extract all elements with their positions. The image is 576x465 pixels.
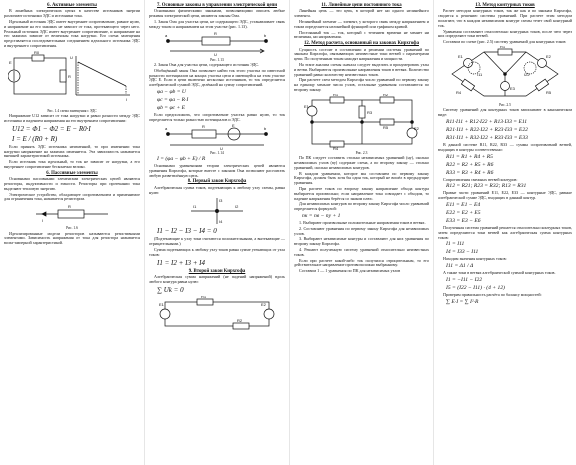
paragraph: Сопротивления смежных ветвей контуров: — [443, 176, 518, 182]
figure-caption: Рис. 2.3 — [355, 150, 368, 155]
paragraph: Основными физическими законами, позволяющими описать любые режимы электрической цепи, являются законы Ома. — [149, 8, 285, 19]
formula: I11 = Δ1 / Δ — [446, 263, 474, 270]
svg-text:I: I — [42, 218, 44, 224]
svg-text:R4: R4 — [332, 145, 338, 150]
branched-circuit-diagram — [302, 94, 422, 150]
figure-caption: Рис. 1.4 схема замещения с ЭДС — [47, 108, 97, 113]
paragraph: А также токи в ветвях алгебраической суммой контурных токов. — [443, 270, 556, 276]
svg-text:E2: E2 — [546, 53, 551, 59]
formula: φc = φa − R·I — [157, 96, 189, 103]
formula: I1 = I11 — [446, 241, 465, 248]
svg-text:a: a — [165, 125, 168, 131]
svg-text:U: U — [214, 51, 217, 57]
paragraph: Если предположить, что сопротивление участка равно нулю, то ток определяется только разностью потенциалов и ЭДС. — [149, 111, 285, 122]
paragraph: 1. Закон Ома для участка цепи, не содержащего ЭДС, устанавливает связь между током и напряжением на этом участке (рис. 1.13). — [149, 19, 285, 29]
svg-text:I11: I11 — [477, 71, 483, 77]
figure-caption: Рис. 1.13 — [210, 57, 224, 62]
formula: R11·I11 + R12·I22 + R13·I33 = E11 — [446, 118, 528, 125]
svg-text:I: I — [126, 96, 128, 102]
paragraph: Уравнения составляют относительно контурных токов, после чего через них определяют токи ветвей. — [438, 28, 572, 39]
paragraph: Проверим правильность расчёта по балансу мощностей: — [443, 291, 542, 297]
emf-section-diagram — [162, 124, 272, 150]
paragraph: 3. Выбирают независимые контуры и составляют для них уравнения по второму закону Кирхгофа. — [294, 236, 429, 247]
formula: ∑ E·I = ∑ I²·R — [446, 298, 479, 305]
source-circuit-diagram — [8, 50, 136, 108]
svg-text:R: R — [68, 204, 71, 210]
paragraph: По ПК следует составить столько независимых уравнений (ну), сколько независимых узлов (nу) содержит схема, а по второму закону — столько уравнений, сколько независимых контуров. — [294, 155, 429, 170]
contour-currents-circuit-diagram — [444, 46, 566, 102]
svg-text:R2: R2 — [237, 317, 243, 323]
svg-text:R1: R1 — [500, 45, 506, 49]
svg-text:R1: R1 — [201, 295, 207, 299]
paragraph: В данной системе R11, R22, R33 — суммы сопротивлений ветвей, входящих в контуры соответственно: — [438, 141, 572, 152]
formula: I1 = −I11 − I22 — [446, 276, 483, 283]
svg-text:R: R — [68, 73, 71, 79]
paragraph: Если принять ЭДС источника неизменной, то при изменении тока нагрузки напряжение на зажимах изменяется. Эта зависимость называется внешней характеристикой источника. — [4, 143, 140, 159]
section-6b-title: 6. Пассивные элементы — [46, 170, 98, 176]
svg-text:R2: R2 — [382, 93, 388, 97]
paragraph: Алгебраическая сумма напряжений (не падений напряжений) вдоль любого контура равна нулю: — [149, 273, 285, 284]
section-12-title: 12. Метод расчета, основанный на законах Кирхгофа — [304, 41, 419, 47]
formula: ∑ Uk = 0 — [157, 285, 184, 294]
formula: I5 = (I22 − I11) · (4 + 12) — [446, 284, 505, 291]
paragraph: Правые части уравнений E11, E22, E33 — контурные ЭДС, равные алгебраической сумме ЭДС, входящих в данный контур. — [438, 190, 572, 201]
figure-caption: Рис. 2.5 — [499, 102, 511, 107]
paragraph: 4. Решают полученную систему уравнений относительно неизвестных токов. — [294, 246, 429, 257]
svg-text:b: b — [264, 32, 267, 38]
svg-text:I22: I22 — [524, 71, 530, 77]
formula: R22 = R2 + R5 + R6 — [446, 161, 494, 168]
paragraph: 2. Составляют уравнения по первому закону Кирхгофа для независимых узлов. — [294, 225, 429, 236]
svg-text:b: b — [264, 125, 267, 131]
formula: U12 = Φ1 − Φ2 = E − R0·I — [12, 124, 91, 133]
paragraph: (Подтекающие к узлу токи считаются положительными, а вытекающие — отрицательными.) — [149, 236, 285, 247]
svg-text:a: a — [165, 32, 168, 38]
paragraph: Идеализированные модели резисторов называются резистивными элементами. Зависимость напряжения от тока для резистора называется вольт-амперной характеристикой. — [4, 230, 140, 246]
paragraph: В линейных электрических цепях в качестве источников энергии различают источники ЭДС и источники тока. — [4, 8, 140, 19]
column-1 — [0, 0, 145, 465]
paragraph: Если источник тока идеальный, то ток не зависит от нагрузки, а его внутреннее сопротивление бесконечно велико. — [4, 159, 140, 169]
paragraph: Полученная система уравнений решается относительно контурных токов, затем определяются токи ветвей как алгебраическая сумма контурных токов: — [438, 224, 572, 240]
svg-text:R: R — [214, 30, 217, 36]
formula: R12 = R21; R23 = R32; R13 = R31 — [446, 183, 527, 190]
paragraph: Алгебраическая сумма токов, подтекающих к любому узлу схемы, равна нулю: — [149, 184, 285, 195]
svg-text:E3: E3 — [510, 85, 515, 91]
paragraph: Постоянный ток — ток, который с течением времени не меняет ни величины, ни направления. — [294, 29, 429, 40]
formula: nк = nв − nу + 1 — [302, 212, 341, 219]
formula: φb = φc + E — [157, 104, 186, 111]
paragraph: На этапе анализа схемы сначала следует выделить и пронумеровать узлы и ветви. Выбираются произвольные направления токов в ветвях. Количество уравнений равно количеству неизвестных токов. — [294, 61, 429, 77]
formula: φa − φb = U — [157, 88, 186, 95]
paragraph: При расчете токов по второму закону направление обхода контура выбирается произвольно; если направление тока совпадает с обходом, то падение напряжения берётся со знаком плюс. — [294, 185, 429, 201]
paragraph: Сумма подтекающих к любому узлу токов равна сумме утекающих от узла токов: — [149, 246, 285, 257]
paragraph: 1. Выбирают произвольные положительные направления токов в ветвях. — [299, 219, 426, 225]
svg-text:E2: E2 — [261, 301, 266, 307]
paragraph: Идеальный источник ЭДС имеет внутреннее сопротивление, равное нулю, и напряжение на его зажимах не зависит от тока, протекающего через него. Реальный источник ЭДС имеет внутреннее сопротивление, и напряжение на его зажимах зависит от величины тока нагрузки. Его схема замещения представляется последовательным соединением идеального источника ЭДС и внутреннего сопротивления. — [4, 19, 140, 48]
paragraph: Составим 1 — 1 уравнения по ПК для независимых узлов — [299, 268, 401, 274]
section-9-title: 9. Второй закон Кирхгофа — [188, 268, 246, 274]
formula: I = E / (R0 + R) — [12, 134, 58, 143]
figure-caption: Рис. 1.14 — [210, 150, 224, 155]
section-7-title: 7. Основные законы в управлении электрической цепи — [156, 3, 278, 8]
paragraph: В каждом уравнении, которое мы составляем по первому закону Кирхгофа, должен быть хотя бы один ток, который не вошёл в предыдущие уравнения. — [294, 170, 429, 186]
svg-text:E1: E1 — [458, 53, 463, 59]
paragraph: Напряжение U12 зависит от тока нагрузки и равно разности между ЭДС источника и падением напряжения на его внутреннем сопротивлении: — [4, 113, 140, 123]
svg-text:R: R — [202, 123, 205, 129]
svg-text:E1: E1 — [159, 301, 164, 307]
svg-text:E1: E1 — [303, 103, 309, 109]
svg-text:R4: R4 — [456, 89, 462, 95]
formula: I4 = I33 − I11 — [446, 249, 479, 256]
paragraph: При расчете схем методом Кирхгофа число уравнений по первому закону на единицу меньше числа узлов, остальные уравнения составляются по второму закону. — [294, 77, 429, 92]
formula: R33 = R3 + R4 + R6 — [446, 169, 494, 176]
paragraph: Сущность состоит в составлении и решении системы уравнений по законам Кирхгофа, связывающих неизвестные токи ветвей с параметрами цепи. По полученным токам находят напряжения и мощности. — [294, 46, 429, 62]
formula: I1 − I2 − I3 − I4 = 0 — [157, 227, 217, 236]
formula: E22 = E2 + E5 — [446, 209, 481, 216]
column-2 — [145, 0, 290, 465]
column-3 — [290, 0, 434, 465]
resistor-symbol — [32, 203, 112, 225]
formula: E11 = E1 − E4 — [446, 201, 481, 208]
section-8-title: 8. Первый закон Кирхгофа — [187, 179, 247, 185]
svg-text:R3: R3 — [366, 109, 372, 115]
column-4 — [434, 0, 576, 465]
formula: R21·I11 + R22·I22 + R23·I33 = E22 — [446, 126, 528, 133]
section-13-title: 13. Метод контурных токов — [475, 3, 535, 8]
paragraph: Расчет методом контурных токов, так же как и по законам Кирхгофа, сводится к решению системы уравнений. При расчете этим методом полагают, что в каждом независимом контуре схемы течет свой контурный ток. — [438, 8, 572, 28]
paragraph: Составим по схеме (рис. 2.5) систему уравнений для контурных токов: — [443, 39, 567, 45]
paragraph: Нелинейный элемент — элемент, у которого связь между напряжением и током определяется нелинейной функцией или графиком кривой. — [294, 19, 429, 29]
paragraph: Основными уравнениями теории электрических цепей являются уравнения Кирхгофа, которые вместе с законом Ома позволяют рассчитать любую разветвлённую цепь. — [149, 162, 285, 178]
formula: R31·I11 + R32·I22 + R33·I33 = E33 — [446, 134, 528, 141]
paragraph: Для независимых контуров по второму закону Кирхгофа число уравнений определяется формулой: — [294, 201, 429, 212]
paragraph: Электрическое устройство, обладающее сопротивлением и применяемое для ограничения тока, называется резистором. — [4, 191, 140, 202]
node-currents-diagram — [187, 196, 247, 226]
paragraph: Систему уравнений для контурных токов записывают в каноническом виде: — [438, 107, 572, 118]
paragraph: Обобщённый закон Ома позволяет найти ток этого участка по известной разности потенциалов на концах участка цепи и имеющейся на этом участке ЭДС Е. Если в цепи включено несколько источников, то ток определяется алгебраической суммой ЭДС, делённой на сумму сопротивлений. — [149, 67, 285, 88]
svg-text:R0: R0 — [34, 49, 40, 55]
paragraph: 2. Закон Ома для участка цепи, содержащего источник ЭДС. — [154, 62, 260, 67]
kirchhoff-contour-diagram — [157, 296, 277, 330]
svg-text:U: U — [220, 145, 223, 150]
formula: I = (φa − φb + E) / R — [157, 155, 206, 162]
svg-text:R5: R5 — [382, 124, 388, 130]
svg-text:E: E — [9, 59, 12, 65]
svg-text:I1: I1 — [193, 204, 197, 210]
svg-text:E: E — [232, 123, 235, 128]
figure-caption: Рис. 1.6 — [66, 226, 78, 231]
svg-text:I3: I3 — [219, 198, 223, 204]
paragraph: Находим значения контурных токов: — [443, 256, 507, 262]
svg-text:U: U — [70, 54, 73, 60]
svg-text:R5: R5 — [546, 89, 552, 95]
formula: E33 = E3 − E6 — [446, 217, 481, 224]
section-11-title: 11. Линейные цепи постоянного тока — [321, 3, 402, 8]
svg-text:I2: I2 — [235, 204, 239, 210]
svg-text:I4: I4 — [219, 219, 223, 225]
ohm-law-section-diagram — [162, 31, 272, 57]
formula: I1 = I2 + I3 + I4 — [157, 258, 205, 267]
svg-text:E2: E2 — [413, 125, 419, 131]
paragraph: Линейная цепь — это цепь, в которой нет ни одного нелинейного элемента. — [294, 8, 429, 19]
formula: R11 = R1 + R4 + R5 — [446, 153, 493, 160]
section-6-title: 6. Активные элементы — [47, 3, 97, 8]
paragraph: Основными пассивными элементами электрических цепей являются резисторы, индуктивности и емкости. Резисторы при протекании тока выделяют тепловую энергию. — [4, 176, 140, 191]
paragraph: Если при расчете какой-либо ток получился отрицательным, то его действительное направление противоположно выбранному. — [294, 257, 429, 268]
svg-text:R1: R1 — [332, 93, 338, 97]
